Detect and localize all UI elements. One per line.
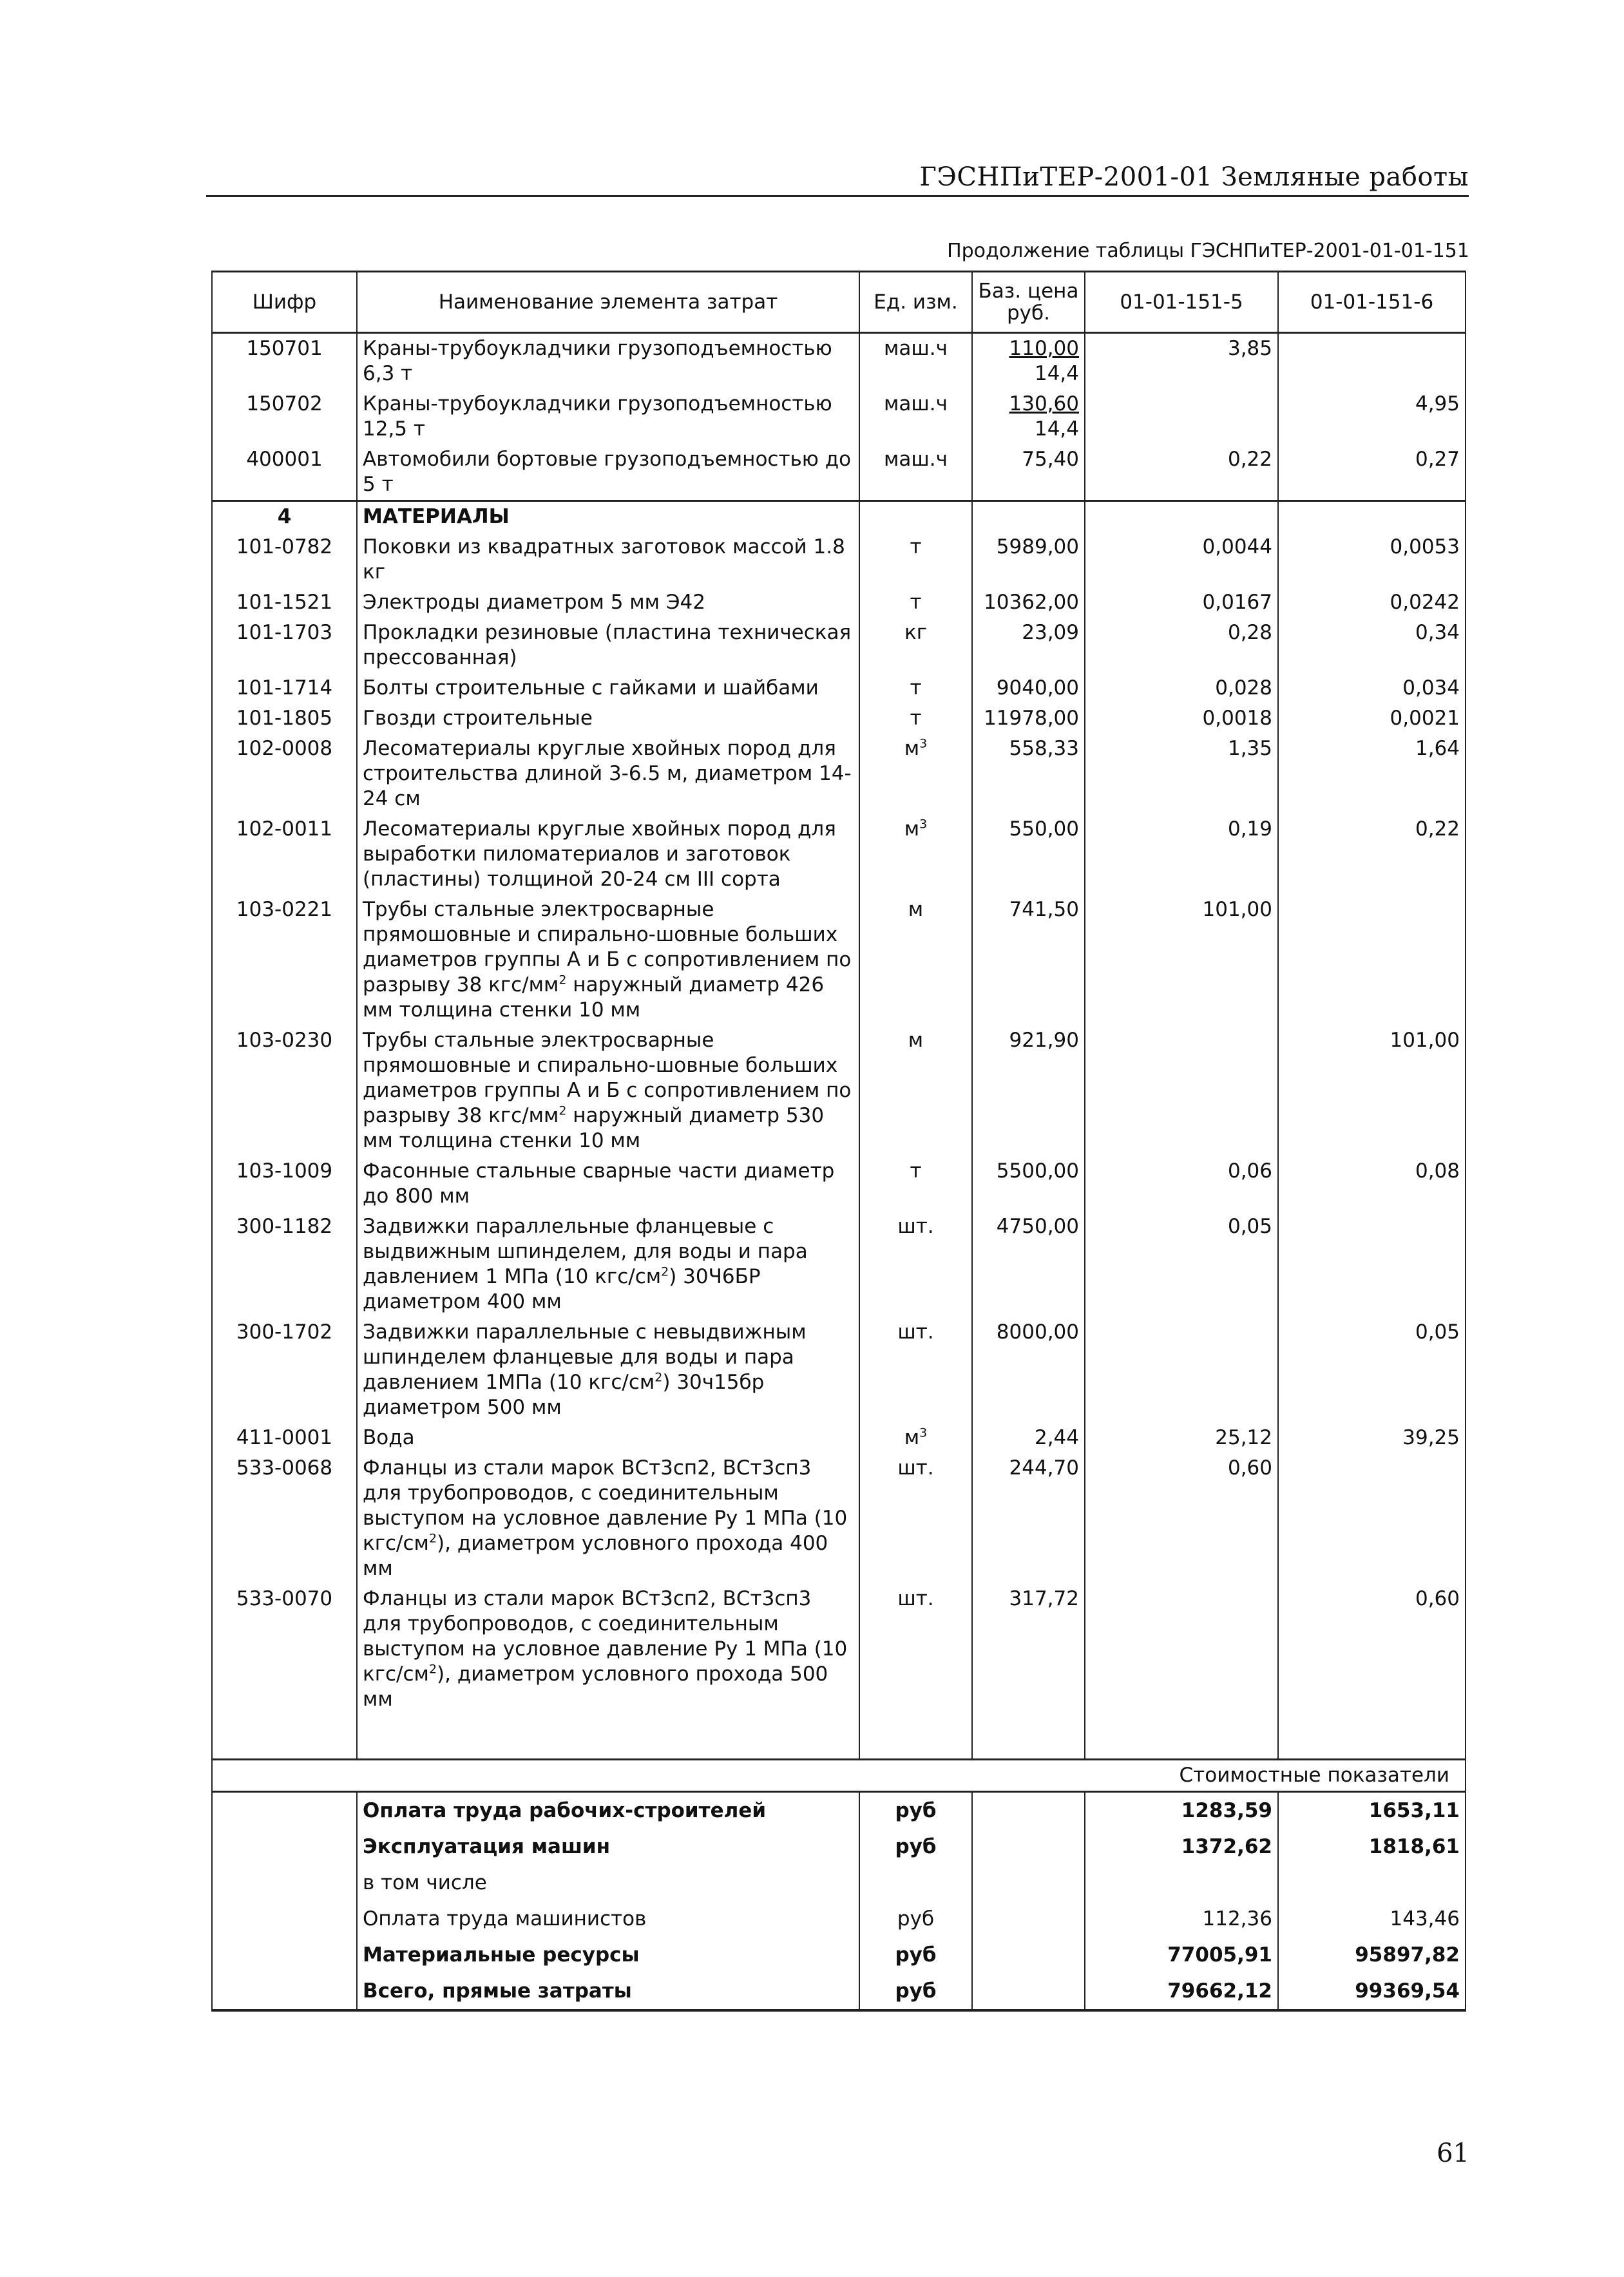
- empty-cell: [212, 1829, 357, 1865]
- row-unit: маш.ч: [859, 389, 972, 444]
- table-row: [212, 389, 1466, 444]
- empty-cell: [972, 501, 1085, 533]
- cost-unit: руб: [859, 1973, 972, 2010]
- row-code: 101-1703: [212, 618, 357, 673]
- row-code: 150702: [212, 389, 357, 444]
- table-row: [212, 1025, 1466, 1156]
- row-name: Краны-трубоукладчики грузоподъемностью 6,3 т: [357, 333, 859, 390]
- row-price: 5500,00: [972, 1156, 1085, 1212]
- row-c6: 0,0242: [1278, 587, 1466, 618]
- spacer-row: [212, 1715, 1466, 1760]
- page-header: [206, 152, 1469, 197]
- row-c5: 0,22: [1085, 444, 1278, 501]
- row-unit: м: [859, 895, 972, 1025]
- empty-cell: [972, 1937, 1085, 1973]
- row-unit: шт.: [859, 1453, 972, 1584]
- row-name: Поковки из квадратных заготовок массой 1.8 кг: [357, 532, 859, 587]
- row-c5: 0,0018: [1085, 703, 1278, 734]
- row-code: 103-0221: [212, 895, 357, 1025]
- row-price: 11978,00: [972, 703, 1085, 734]
- row-c5: [1085, 1317, 1278, 1423]
- section-title: МАТЕРИАЛЫ: [357, 501, 859, 533]
- row-unit: т: [859, 587, 972, 618]
- row-price: 4750,00: [972, 1212, 1085, 1317]
- price-bottom: 14,4: [1034, 362, 1079, 385]
- row-c5: 0,28: [1085, 618, 1278, 673]
- row-code: 411-0001: [212, 1423, 357, 1453]
- row-name: Трубы стальные электросварные прямошовные и спирально-шовные больших диаметров группы А и Б с сопротивлением по разрыву 38 кгс/$мм^2$ наружный диаметр 426 мм толщина стенки 10 мм: [357, 895, 859, 1025]
- col-header-unit: Ед. изм.: [859, 272, 972, 333]
- row-unit: кг: [859, 618, 972, 673]
- row-c6: 0,0053: [1278, 532, 1466, 587]
- cost-c6: 1818,61: [1278, 1829, 1466, 1865]
- table-row: [212, 618, 1466, 673]
- row-c5: 0,0044: [1085, 532, 1278, 587]
- price-bottom: 14,4: [1034, 417, 1079, 441]
- row-c5: 0,06: [1085, 1156, 1278, 1212]
- table-row: [212, 532, 1466, 587]
- row-c6: [1278, 1212, 1466, 1317]
- row-price: 9040,00: [972, 673, 1085, 703]
- row-price: 558,33: [972, 734, 1085, 814]
- row-unit: $м^3$: [859, 734, 972, 814]
- row-price: 5989,00: [972, 532, 1085, 587]
- empty-cell: [972, 1901, 1085, 1937]
- row-price: [972, 389, 1085, 444]
- row-name: Электроды диаметром 5 мм Э42: [357, 587, 859, 618]
- price-top: 130,60: [1009, 392, 1079, 415]
- empty-cell: [859, 1715, 972, 1760]
- row-name: Лесоматериалы круглые хвойных пород для строительства длиной 3-6.5 м, диаметром 14-24 см: [357, 734, 859, 814]
- section-code: 4: [212, 501, 357, 533]
- cost-c5: 77005,91: [1085, 1937, 1278, 1973]
- row-unit: $м^3$: [859, 1423, 972, 1453]
- empty-cell: [1085, 1715, 1278, 1760]
- row-name: Задвижки параллельные фланцевые с выдвижным шпинделем, для воды и пара давлением 1 МПа (10 кгс/$см^2$) 30Ч6БР диаметром 400 мм: [357, 1212, 859, 1317]
- cost-label: Материальные ресурсы: [357, 1937, 859, 1973]
- table-caption: Продолжение таблицы ГЭСНПиТЕР-2001-01-01-151: [947, 240, 1469, 262]
- row-code: 300-1182: [212, 1212, 357, 1317]
- row-code: 150701: [212, 333, 357, 390]
- cost-unit: руб: [859, 1792, 972, 1829]
- table-row: [212, 703, 1466, 734]
- table-row: [212, 1584, 1466, 1715]
- cost-label: Оплата труда рабочих-строителей: [357, 1792, 859, 1829]
- col-header-name: Наименование элемента затрат: [357, 272, 859, 333]
- row-name: Автомобили бортовые грузоподъемностью до 5 т: [357, 444, 859, 501]
- row-c5: 101,00: [1085, 895, 1278, 1025]
- row-code: 533-0070: [212, 1584, 357, 1715]
- row-unit: маш.ч: [859, 333, 972, 390]
- row-unit: шт.: [859, 1317, 972, 1423]
- row-c5: [1085, 1584, 1278, 1715]
- row-code: 101-1521: [212, 587, 357, 618]
- row-name: Задвижки параллельные с невыдвижным шпинделем фланцевые для воды и пара давлением 1МПа (10 кгс/$см^2$) 30ч15бр диаметром 500 мм: [357, 1317, 859, 1423]
- table-row: [212, 1317, 1466, 1423]
- cost-c5: 112,36: [1085, 1901, 1278, 1937]
- row-c6: 0,08: [1278, 1156, 1466, 1212]
- table-row: [212, 814, 1466, 895]
- empty-cell: [357, 1715, 859, 1760]
- table-row: [212, 1212, 1466, 1317]
- page-number: 61: [1437, 2139, 1469, 2168]
- row-name: Фланцы из стали марок ВСт3сп2, ВСт3сп3 для трубопроводов, с соединительным выступом на условное давление Ру 1 МПа (10 кгс/$см^2$), диаметром условного прохода 400 мм: [357, 1453, 859, 1584]
- table-row: [212, 1453, 1466, 1584]
- empty-cell: [972, 1829, 1085, 1865]
- empty-cell: [212, 1973, 357, 2010]
- cost-c6: 95897,82: [1278, 1937, 1466, 1973]
- row-c6: 0,34: [1278, 618, 1466, 673]
- row-c6: [1278, 1453, 1466, 1584]
- row-unit: шт.: [859, 1212, 972, 1317]
- row-name: Трубы стальные электросварные прямошовные и спирально-шовные больших диаметров группы А и Б с сопротивлением по разрыву 38 кгс/$мм^2$ наружный диаметр 530 мм толщина стенки 10 мм: [357, 1025, 859, 1156]
- cost-row: [212, 1829, 1466, 1865]
- cost-row: [212, 1937, 1466, 1973]
- cost-c5: [1085, 1865, 1278, 1901]
- row-c5: 25,12: [1085, 1423, 1278, 1453]
- row-c5: 1,35: [1085, 734, 1278, 814]
- row-code: 103-1009: [212, 1156, 357, 1212]
- row-price: 741,50: [972, 895, 1085, 1025]
- row-price: 23,09: [972, 618, 1085, 673]
- row-code: 101-0782: [212, 532, 357, 587]
- row-price: 550,00: [972, 814, 1085, 895]
- row-unit: т: [859, 1156, 972, 1212]
- cost-c5: 1283,59: [1085, 1792, 1278, 1829]
- machines-body: [212, 333, 1466, 501]
- row-code: 400001: [212, 444, 357, 501]
- row-code: 533-0068: [212, 1453, 357, 1584]
- empty-cell: [972, 1792, 1085, 1829]
- table-row: [212, 333, 1466, 390]
- row-c5: 0,0167: [1085, 587, 1278, 618]
- row-unit: $м^3$: [859, 814, 972, 895]
- row-unit: м: [859, 1025, 972, 1156]
- row-c5: 0,19: [1085, 814, 1278, 895]
- row-c6: 0,0021: [1278, 703, 1466, 734]
- empty-cell: [859, 501, 972, 533]
- row-price: 317,72: [972, 1584, 1085, 1715]
- cost-unit: руб: [859, 1829, 972, 1865]
- row-c6: 4,95: [1278, 389, 1466, 444]
- cost-c5: 1372,62: [1085, 1829, 1278, 1865]
- section-row: [212, 501, 1466, 533]
- row-unit: маш.ч: [859, 444, 972, 501]
- row-name: Вода: [357, 1423, 859, 1453]
- row-name: Болты строительные с гайками и шайбами: [357, 673, 859, 703]
- empty-cell: [212, 1901, 357, 1937]
- row-code: 103-0230: [212, 1025, 357, 1156]
- row-code: 101-1714: [212, 673, 357, 703]
- cost-row: [212, 1973, 1466, 2010]
- row-unit: т: [859, 532, 972, 587]
- row-code: 300-1702: [212, 1317, 357, 1423]
- row-price: 75,40: [972, 444, 1085, 501]
- row-unit: т: [859, 703, 972, 734]
- cost-row: [212, 1792, 1466, 1829]
- table-row: [212, 1156, 1466, 1212]
- table-row: [212, 587, 1466, 618]
- table-row: [212, 1423, 1466, 1453]
- row-name: Гвозди строительные: [357, 703, 859, 734]
- row-c6: 0,034: [1278, 673, 1466, 703]
- cost-header: Стоимостные показатели: [212, 1760, 1466, 1792]
- cost-row: [212, 1865, 1466, 1901]
- empty-cell: [972, 1973, 1085, 2010]
- row-unit: шт.: [859, 1584, 972, 1715]
- row-c6: [1278, 895, 1466, 1025]
- cost-unit: [859, 1865, 972, 1901]
- empty-cell: [212, 1937, 357, 1973]
- cost-body: [212, 1715, 1466, 2010]
- header-title: ГЭСНПиТЕР-2001-01 Земляные работы: [919, 162, 1469, 192]
- table-row: [212, 673, 1466, 703]
- row-price: 10362,00: [972, 587, 1085, 618]
- row-c5: [1085, 1025, 1278, 1156]
- row-c5: 3,85: [1085, 333, 1278, 390]
- row-c6: 101,00: [1278, 1025, 1466, 1156]
- cost-label: Эксплуатация машин: [357, 1829, 859, 1865]
- row-c6: [1278, 333, 1466, 390]
- row-c6: 1,64: [1278, 734, 1466, 814]
- row-c5: [1085, 389, 1278, 444]
- price-top: 110,00: [1009, 337, 1079, 360]
- cost-c6: 99369,54: [1278, 1973, 1466, 2010]
- cost-unit: руб: [859, 1937, 972, 1973]
- row-price: 8000,00: [972, 1317, 1085, 1423]
- cost-label: Оплата труда машинистов: [357, 1901, 859, 1937]
- row-c6: 0,05: [1278, 1317, 1466, 1423]
- row-unit: т: [859, 673, 972, 703]
- row-c6: 0,60: [1278, 1584, 1466, 1715]
- row-c6: 39,25: [1278, 1423, 1466, 1453]
- row-name: Краны-трубоукладчики грузоподъемностью 12,5 т: [357, 389, 859, 444]
- empty-cell: [1278, 501, 1466, 533]
- row-name: Фланцы из стали марок ВСт3сп2, ВСт3сп3 для трубопроводов, с соединительным выступом на условное давление Ру 1 МПа (10 кгс/$см^2$), диаметром условного прохода 500 мм: [357, 1584, 859, 1715]
- row-price: 921,90: [972, 1025, 1085, 1156]
- row-c5: 0,60: [1085, 1453, 1278, 1584]
- empty-cell: [972, 1715, 1085, 1760]
- cost-row: [212, 1901, 1466, 1937]
- cost-header-row: [212, 1760, 1466, 1792]
- cost-c6: [1278, 1865, 1466, 1901]
- row-name: Лесоматериалы круглые хвойных пород для выработки пиломатериалов и заготовок (пластины) толщиной 20-24 см III сорта: [357, 814, 859, 895]
- cost-label: в том числе: [357, 1865, 859, 1901]
- cost-unit: руб: [859, 1901, 972, 1937]
- row-name: Прокладки резиновые (пластина техническая прессованная): [357, 618, 859, 673]
- table-row: [212, 895, 1466, 1025]
- col-header-code: Шифр: [212, 272, 357, 333]
- empty-cell: [212, 1715, 357, 1760]
- row-code: 102-0011: [212, 814, 357, 895]
- table-header-row: [212, 272, 1466, 333]
- row-code: 102-0008: [212, 734, 357, 814]
- row-c5: 0,028: [1085, 673, 1278, 703]
- row-price: 244,70: [972, 1453, 1085, 1584]
- col-header-c5: 01-01-151-5: [1085, 272, 1278, 333]
- row-c5: 0,05: [1085, 1212, 1278, 1317]
- row-price: 2,44: [972, 1423, 1085, 1453]
- table-row: [212, 734, 1466, 814]
- row-c6: 0,22: [1278, 814, 1466, 895]
- empty-cell: [212, 1792, 357, 1829]
- col-header-c6: 01-01-151-6: [1278, 272, 1466, 333]
- empty-cell: [972, 1865, 1085, 1901]
- resource-table: [211, 271, 1466, 2012]
- cost-c5: 79662,12: [1085, 1973, 1278, 2010]
- row-c6: 0,27: [1278, 444, 1466, 501]
- cost-c6: 143,46: [1278, 1901, 1466, 1937]
- table-row: [212, 444, 1466, 501]
- row-code: 101-1805: [212, 703, 357, 734]
- empty-cell: [1278, 1715, 1466, 1760]
- materials-body: [212, 501, 1466, 1715]
- cost-label: Всего, прямые затраты: [357, 1973, 859, 2010]
- header-rule: [206, 195, 1469, 197]
- empty-cell: [212, 1865, 357, 1901]
- empty-cell: [1085, 501, 1278, 533]
- row-name: Фасонные стальные сварные части диаметр до 800 мм: [357, 1156, 859, 1212]
- cost-c6: 1653,11: [1278, 1792, 1466, 1829]
- row-price: [972, 333, 1085, 390]
- col-header-price: Баз. цена руб.: [972, 272, 1085, 333]
